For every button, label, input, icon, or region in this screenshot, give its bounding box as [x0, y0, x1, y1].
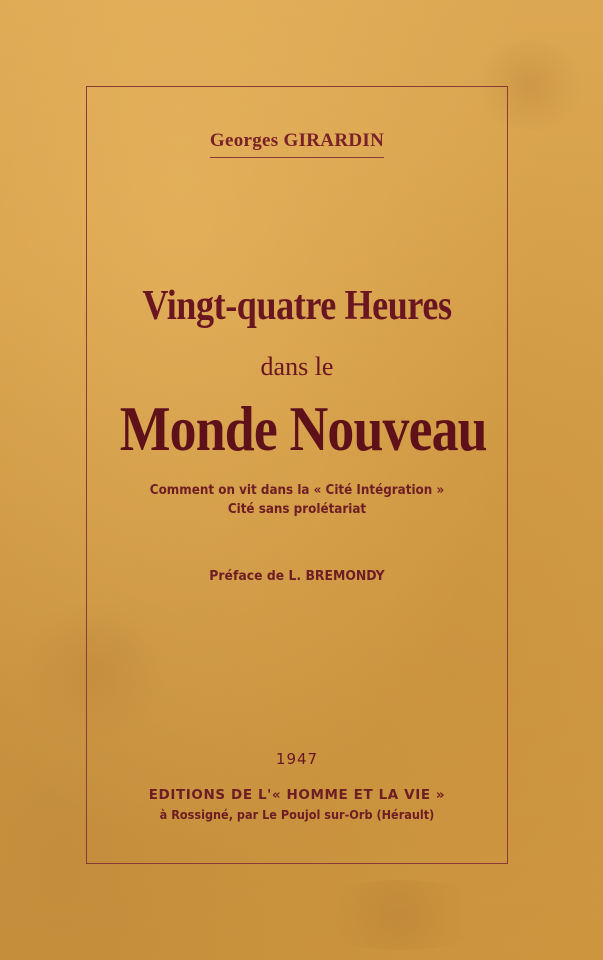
publisher-address: à Rossigné, par Le Poujol sur-Orb (Hérault) [159, 808, 435, 822]
title-line-2: dans le [260, 352, 334, 381]
publication-year: 1947 [275, 750, 319, 768]
author-name: Georges GIRARDIN [209, 130, 385, 151]
decorative-frame [86, 86, 508, 864]
subtitle-line-2: Cité sans prolétariat [227, 502, 367, 517]
author-underline [210, 157, 384, 158]
title-line-1: Vingt-quatre Heures [142, 283, 452, 329]
preface-credit: Préface de L. BREMONDY [209, 568, 385, 584]
paper-stain [300, 880, 500, 950]
title-line-3: Monde Nouveau [119, 393, 487, 464]
publisher-name: EDITIONS DE L'« HOMME ET LA VIE » [148, 787, 446, 803]
subtitle-line-1: Comment on vit dans la « Cité Intégration » [149, 483, 445, 498]
